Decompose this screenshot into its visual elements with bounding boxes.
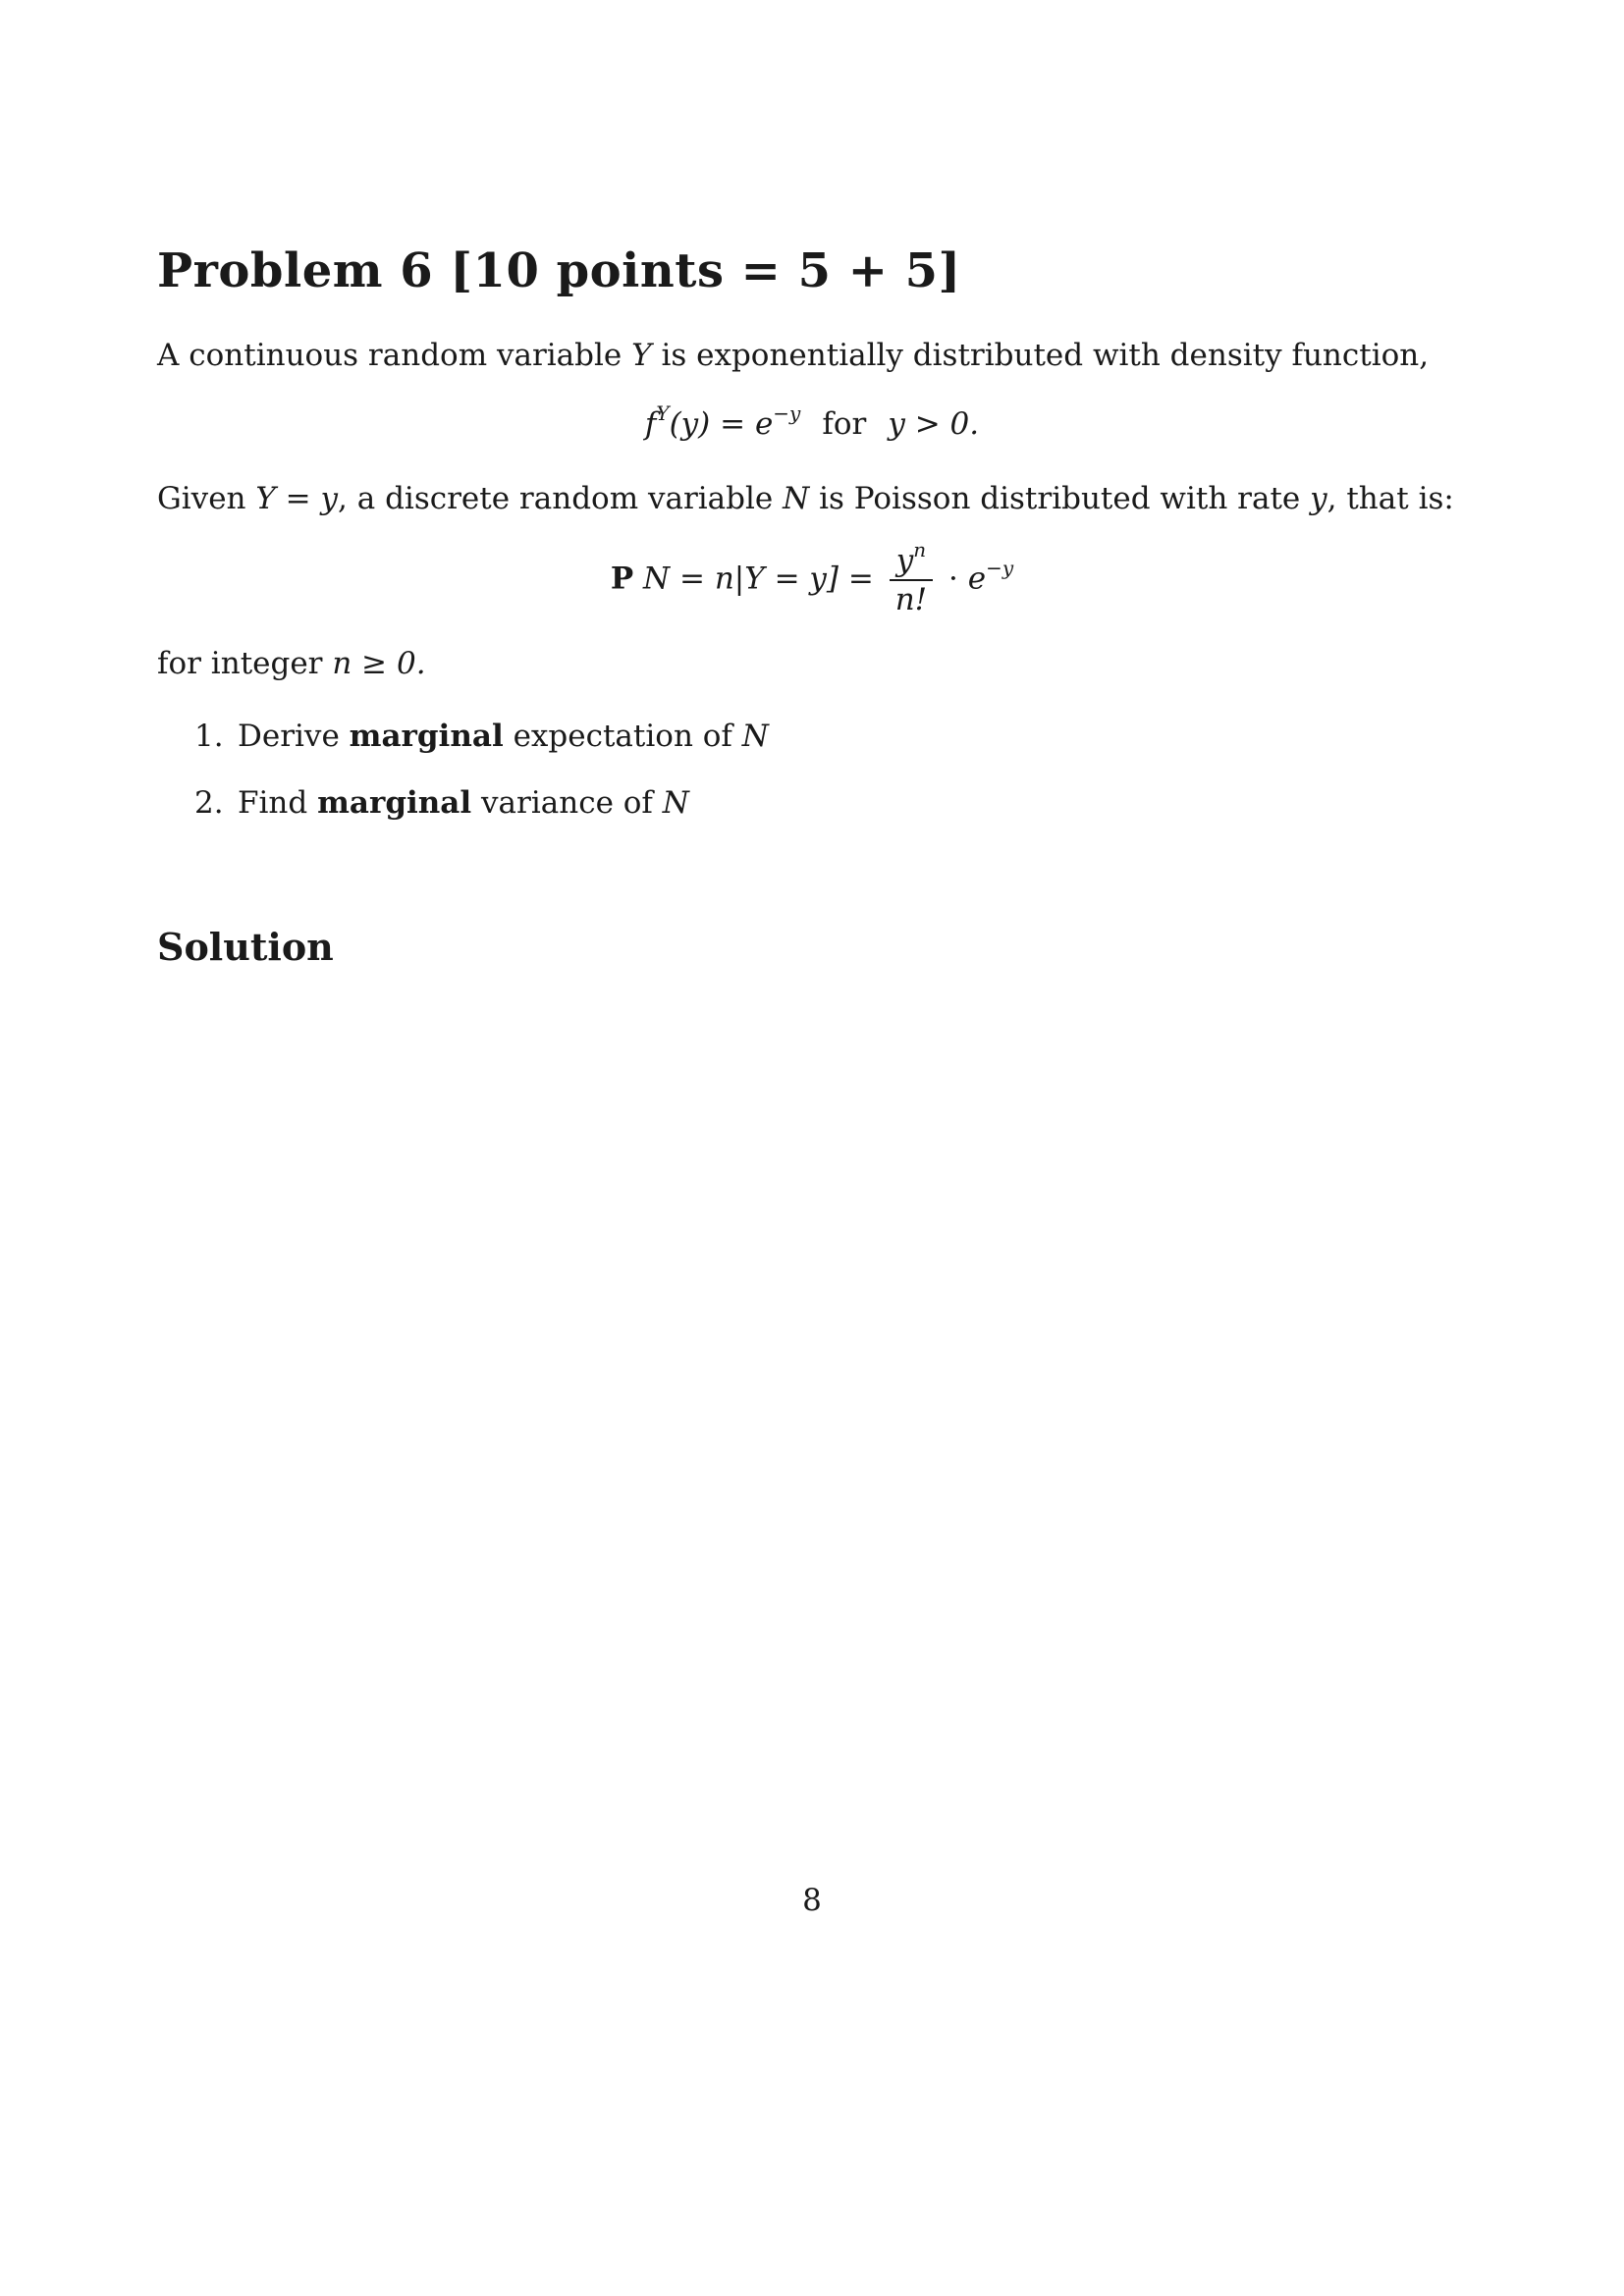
density-arg: (y) = e xyxy=(669,406,774,442)
given-text: Given xyxy=(157,481,256,516)
pmf-p: P xyxy=(610,561,634,597)
page-number: 8 xyxy=(802,1883,822,1918)
task-2-before: Find xyxy=(238,785,318,821)
pmf-e-exp: −y xyxy=(986,556,1014,580)
given-paragraph xyxy=(157,479,1454,518)
task-2-var: N xyxy=(662,785,689,821)
integer-condition xyxy=(157,644,426,683)
intro-paragraph xyxy=(157,336,1429,375)
task-item-2 xyxy=(194,785,689,821)
pmf-fraction xyxy=(890,538,933,618)
problem-title: Problem 6 [10 points = 5 + 5] xyxy=(157,243,961,298)
integer-text: for integer xyxy=(157,646,333,681)
density-equation xyxy=(0,401,1624,442)
task-item-1 xyxy=(194,719,769,754)
pmf-e: e xyxy=(967,561,987,597)
pmf-num-base: y xyxy=(895,543,914,578)
density-cond: y > 0. xyxy=(888,406,980,442)
density-f: f xyxy=(644,406,657,442)
pmf-lhs: N = n|Y = y] = xyxy=(643,561,874,597)
given-var-n: N xyxy=(783,481,810,516)
intro-var-y: Y xyxy=(631,338,652,373)
given-text-mid2: is Poisson distributed with rate xyxy=(809,481,1311,516)
task-2-after: variance of xyxy=(471,785,663,821)
task-1-after: expectation of xyxy=(503,719,742,754)
solution-title: Solution xyxy=(157,925,334,969)
given-text-mid: , a discrete random variable xyxy=(338,481,784,516)
task-1-number: 1. xyxy=(194,719,224,754)
density-exp: −y xyxy=(773,401,801,425)
pmf-numerator xyxy=(890,538,933,581)
task-2-bold: marginal xyxy=(317,785,472,821)
given-cond: Y = y xyxy=(255,481,339,516)
task-1-var: N xyxy=(741,719,769,754)
intro-text-after: is exponentially distributed with density function, xyxy=(651,338,1430,373)
given-text-end: , that is: xyxy=(1326,481,1454,516)
pmf-dot: · xyxy=(948,561,958,597)
pmf-denominator: n! xyxy=(894,582,928,617)
density-word-for: for xyxy=(822,406,867,442)
task-1-bold: marginal xyxy=(349,719,504,754)
pmf-equation xyxy=(0,538,1624,618)
intro-text-before: A continuous random variable xyxy=(157,338,632,373)
task-2-number: 2. xyxy=(194,785,224,821)
task-1-before: Derive xyxy=(238,719,350,754)
given-var-y: y xyxy=(1310,481,1327,516)
pmf-num-exp: n xyxy=(913,538,927,561)
integer-cond: n ≥ 0. xyxy=(332,646,426,681)
density-sup-y: Y xyxy=(656,401,670,425)
